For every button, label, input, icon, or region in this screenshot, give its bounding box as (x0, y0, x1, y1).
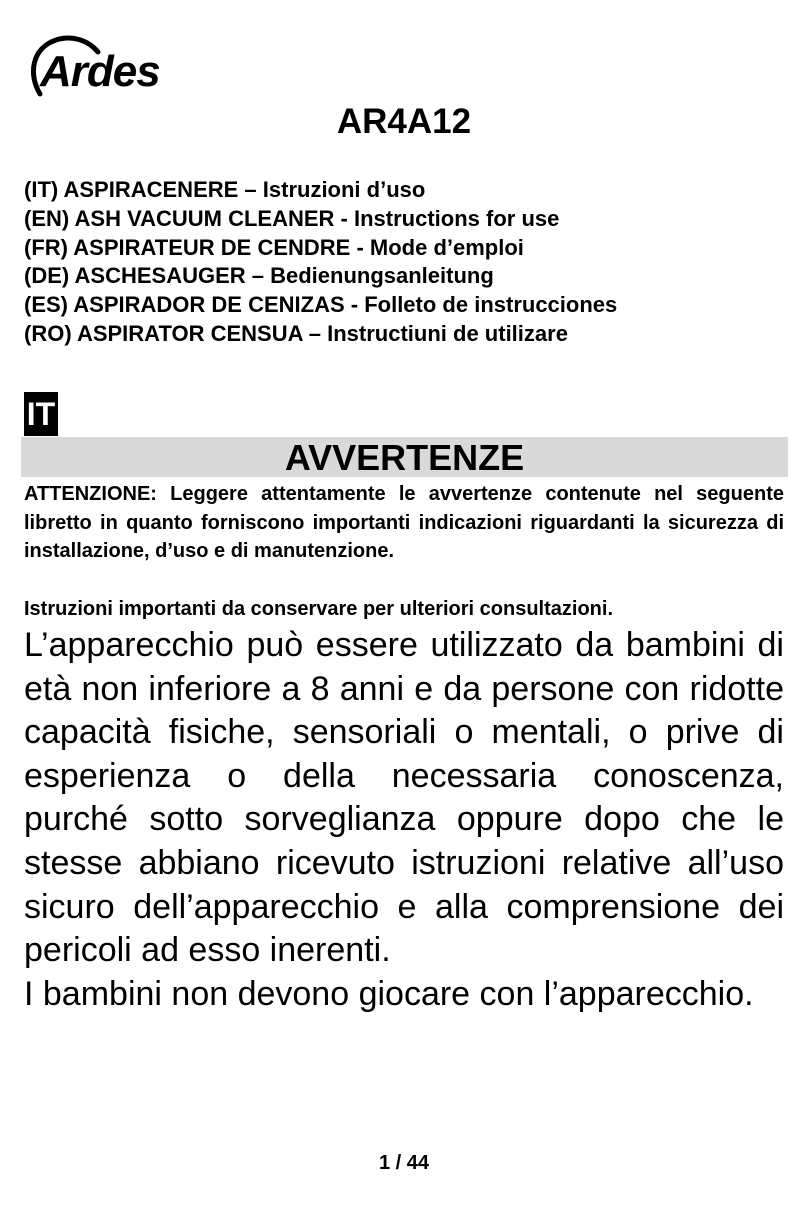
section-heading: AVVERTENZE (21, 437, 788, 477)
safety-body (24, 624, 784, 1016)
safety-paragraph-2: I bambini non devono giocare con l’apparecchio. (24, 974, 754, 1013)
page-number: 1 / 44 (378, 1152, 430, 1174)
title-ro: (RO) ASPIRATOR CENSUA – Instructiuni de utilizare (24, 320, 568, 346)
safety-paragraph-1: L’apparecchio può essere utilizzato da bambini di età non inferiore a 8 anni e da persone con ridotte capacità fisiche, sensoriali o mentali, o prive di esperienza o della necessaria conoscenza, purché sotto sorveglianza oppure dopo che le stesse abbiano ricevuto istruzioni relative all’uso sicuro dell’apparecchio e alla comprensione dei pericoli ad esso inerenti. (24, 626, 784, 970)
title-de: (DE) ASCHESAUGER – Bedienungsanleitung (24, 263, 494, 289)
language-title-list (24, 176, 804, 349)
title-es: (ES) ASPIRADOR DE CENIZAS - Folleto de instrucciones (24, 292, 618, 318)
warning-text: ATTENZIONE: Leggere attentamente le avvertenze contenute nel seguente libretto in quanto forniscono importanti indicazioni riguardanti la sicurezza di installazione, d’uso e di manutenzione. (24, 483, 784, 562)
brand-name: Ardes (40, 47, 160, 96)
title-fr: (FR) ASPIRATEUR DE CENDRE - Mode d’emploi (24, 234, 524, 260)
model-number: AR4A12 (336, 102, 472, 141)
title-it: (IT) ASPIRACENERE – Istruzioni d’uso (24, 177, 426, 202)
language-badge: IT (24, 392, 58, 436)
brand-logo (26, 34, 196, 100)
title-en: (EN) ASH VACUUM CLEANER - Instructions for use (24, 205, 560, 231)
important-note: Istruzioni importanti da conservare per ulteriori consultazioni. (24, 598, 613, 620)
